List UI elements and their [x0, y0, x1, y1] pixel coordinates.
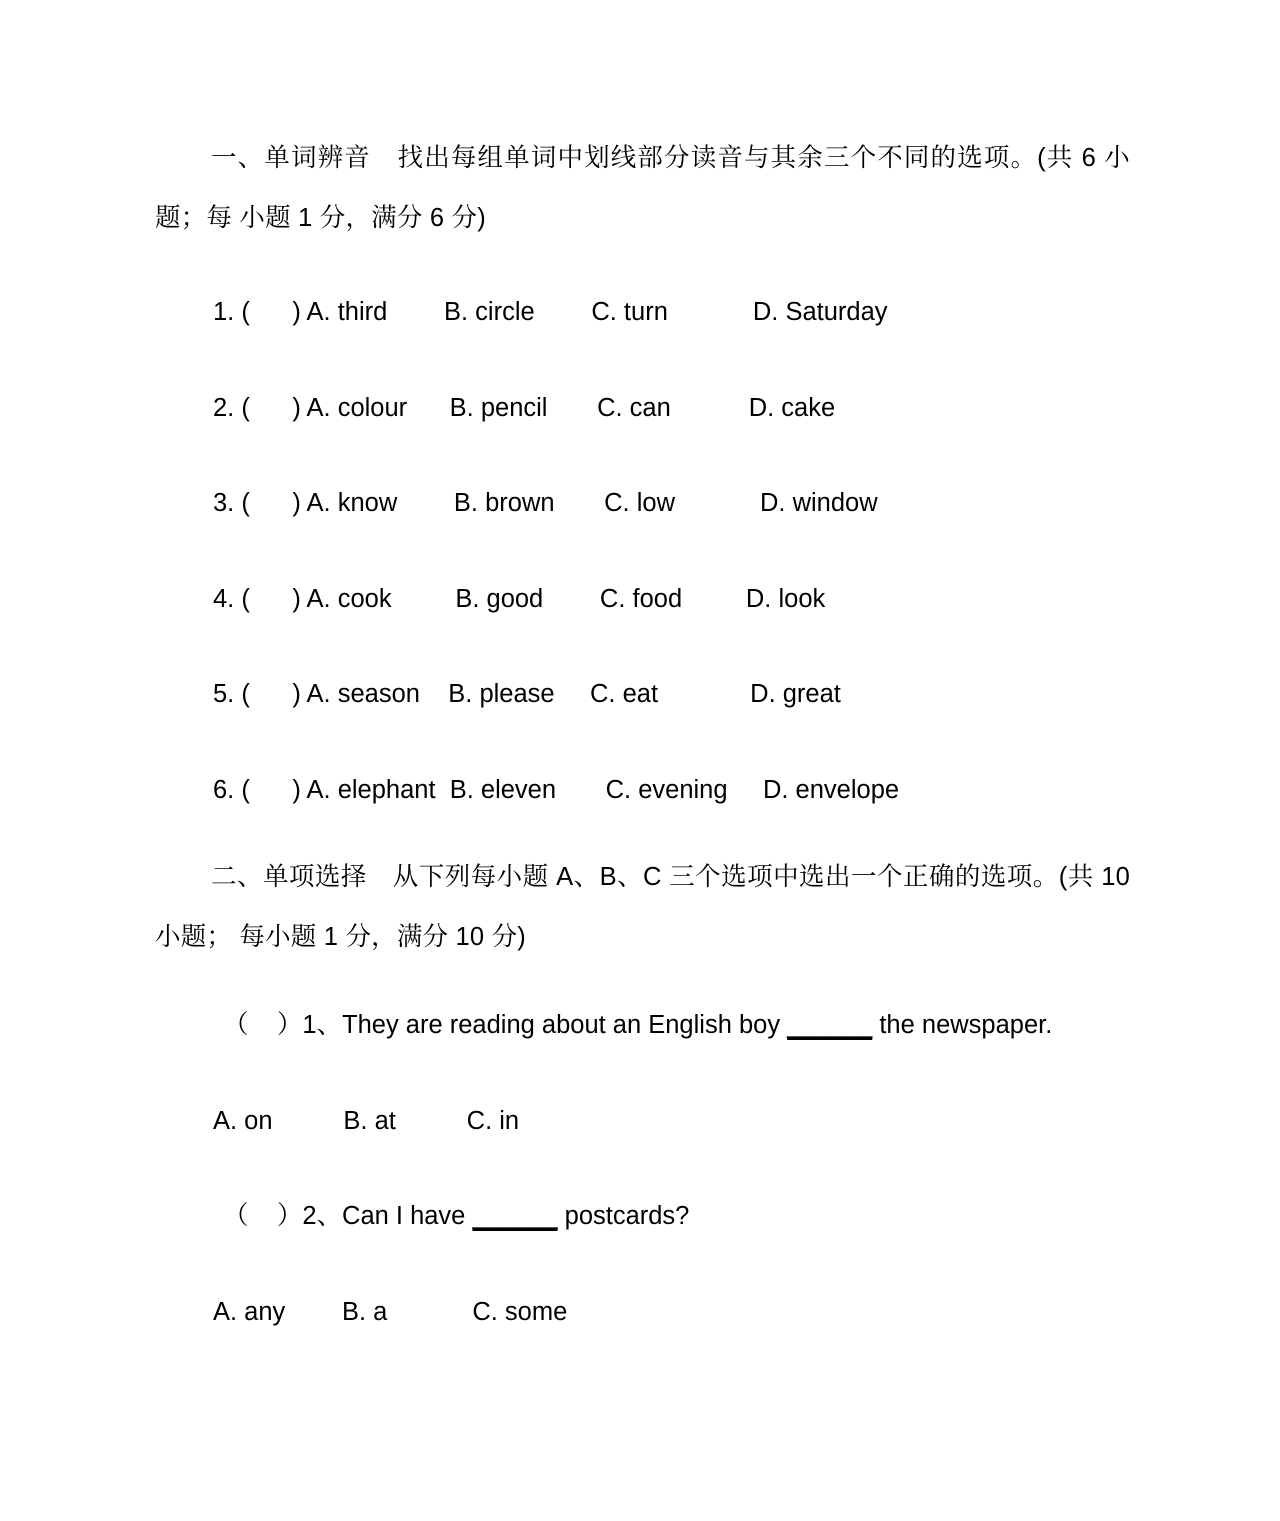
- question-bracket-close: ): [292, 489, 307, 517]
- question-options: A. season B. please C. eat D. great: [306, 680, 841, 708]
- section-two-heading-line1: 二、单项选择 从下列每小题 A、B、C 三个选项中选出一个正确的选项。(共 10 小题；: [155, 863, 1130, 951]
- question-options: A. colour B. pencil C. can D. cake: [306, 393, 836, 422]
- stem-text-after-blank: postcards?: [557, 1202, 690, 1230]
- section-one-heading-line1: 一、单词辨音 找出每组单词中划线部分读音与其余三个不同的选项。(共 6 小题；每: [155, 144, 1130, 232]
- answer-bracket-space[interactable]: [250, 585, 293, 613]
- stem-text-before-blank: Can I have: [342, 1202, 473, 1230]
- answer-marker[interactable]: （ ）2、: [223, 1202, 343, 1230]
- section-one-heading-line2: 小题 1 分，满分 6 分): [239, 204, 486, 232]
- answer-bracket-space[interactable]: [250, 298, 293, 326]
- mc-options: A. any B. a C. some: [213, 1297, 568, 1326]
- answer-bracket-space[interactable]: [250, 680, 293, 708]
- question-number: 6. (: [213, 775, 250, 804]
- question-bracket-close: ): [292, 393, 307, 422]
- question-row: [155, 584, 1130, 613]
- section-two-heading-line2: 每小题 1 分，满分 10 分): [239, 923, 526, 951]
- question-row: [155, 682, 1130, 708]
- answer-bracket-space[interactable]: [250, 776, 293, 804]
- question-row: [155, 393, 1130, 422]
- question-options: A. third B. circle C. turn D. Saturday: [306, 298, 888, 326]
- question-bracket-close: ): [292, 584, 307, 613]
- section-one-heading: [155, 128, 1130, 248]
- question-number: 5. (: [213, 680, 250, 708]
- answer-blank[interactable]: ______: [472, 1202, 558, 1230]
- mc-question-stem: [155, 1204, 1130, 1230]
- question-bracket-close: ): [292, 298, 307, 326]
- answer-marker[interactable]: （ ）1、: [223, 1011, 343, 1039]
- question-options: A. cook B. good C. food D. look: [306, 584, 826, 613]
- question-options: A. know B. brown C. low D. window: [306, 489, 878, 517]
- mc-option-row: [155, 1106, 1130, 1135]
- stem-text-after-blank: the newspaper.: [872, 1011, 1053, 1039]
- answer-blank[interactable]: ______: [787, 1011, 873, 1039]
- question-number: 4. (: [213, 584, 250, 613]
- question-row: [155, 491, 1130, 517]
- question-number: 1. (: [213, 298, 250, 326]
- answer-bracket-space[interactable]: [250, 394, 293, 422]
- question-row: [155, 300, 1130, 326]
- mc-option-row: [155, 1297, 1130, 1326]
- question-bracket-close: ): [292, 775, 307, 804]
- section-two-heading: [155, 847, 1130, 967]
- question-number: 3. (: [213, 489, 250, 517]
- answer-bracket-space[interactable]: [250, 489, 293, 517]
- document-body: [155, 128, 1130, 1325]
- question-row: [155, 775, 1130, 804]
- stem-text-before-blank: They are reading about an English boy: [342, 1011, 788, 1039]
- mc-question-stem: [155, 1013, 1130, 1039]
- mc-options: A. on B. at C. in: [213, 1106, 520, 1135]
- question-options: A. elephant B. eleven C. evening D. envelope: [306, 775, 900, 804]
- question-number: 2. (: [213, 393, 250, 422]
- question-bracket-close: ): [292, 680, 307, 708]
